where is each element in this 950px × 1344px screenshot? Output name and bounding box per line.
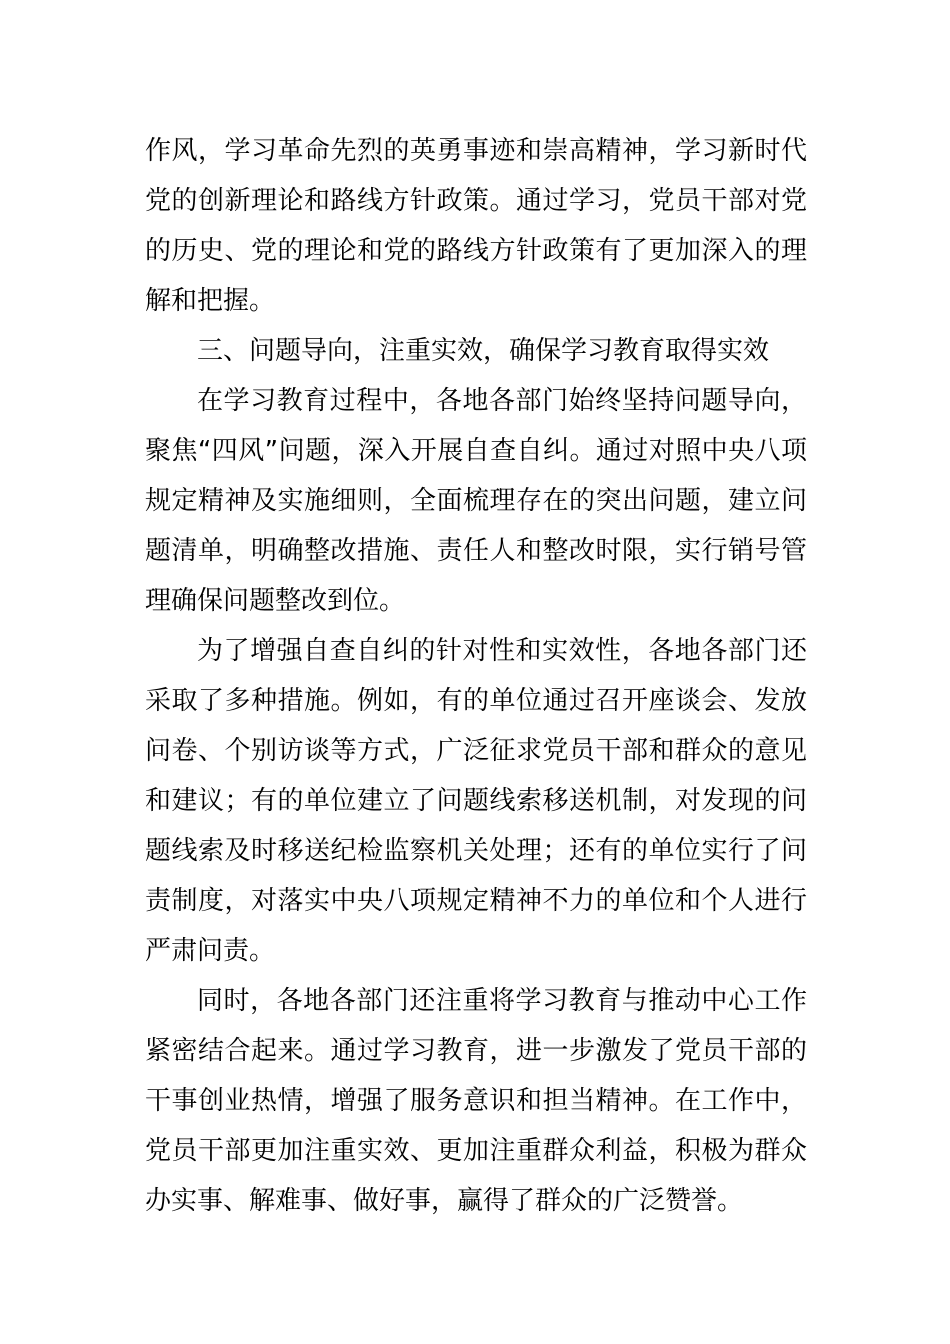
paragraph: 为了增强自查自纠的针对性和实效性，各地各部门还采取了多种措施。例如，有的单位通过召开座谈会、发放问卷、个别访谈等方式，广泛征求党员干部和群众的意见和建议；有的单位建立了问题线索移送机制，对发现的问题线索及时移送纪检监察机关处理；还有的单位实行了问责制度，对落实中央八项规定精神不力的单位和个人进行严肃问责。 <box>145 636 807 966</box>
section-heading: 三、问题导向，注重实效，确保学习教育取得实效 <box>197 336 770 366</box>
paragraph: 同时，各地各部门还注重将学习教育与推动中心工作紧密结合起来。通过学习教育，进一步激发了党员干部的干事创业热情，增强了服务意识和担当精神。在工作中，党员干部更加注重实效、更加注重群众利益，积极为群众办实事、解难事、做好事，赢得了群众的广泛赞誉。 <box>145 986 807 1216</box>
document-body <box>145 126 807 1226</box>
paragraph: 在学习教育过程中，各地各部门始终坚持问题导向，聚焦“四风”问题，深入开展自查自纠。通过对照中央八项规定精神及实施细则，全面梳理存在的突出问题，建立问题清单，明确整改措施、责任人和整改时限，实行销号管理确保问题整改到位。 <box>145 386 807 616</box>
paragraph-continued: 作风，学习革命先烈的英勇事迹和崇高精神，学习新时代党的创新理论和路线方针政策。通过学习，党员干部对党的历史、党的理论和党的路线方针政策有了更加深入的理解和把握。 <box>145 136 807 316</box>
